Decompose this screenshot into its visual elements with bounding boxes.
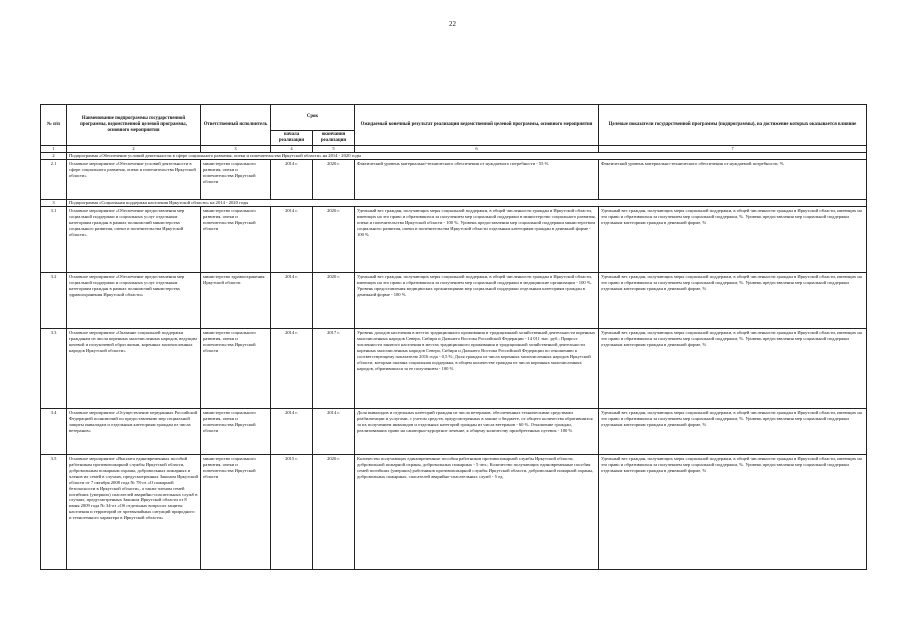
column-numbers-row [41, 146, 867, 153]
page-number: 22 [449, 20, 456, 28]
target-indicators: Удельный вес граждан, получающих меры социальной поддержки, в общей численности граждан в Иркутской области, имеющих на это право и обратившихся за получением мер социальной поддержки, %. Уровень предоставления мер социальной поддержки отдельным категориям граждан в денежной форме, % [599, 409, 867, 455]
start-year: 2014 г. [271, 329, 313, 409]
expected-result: Количество получающих единовременные пособия работников противопожарной службы Иркутской области, добровольной пожарной охраны, добровольных пожарных - 5 чел.; Количество получающих единовременные пособия семей погибших (умерших) работников противопожарной службы Иркутской области, добровольной пожарной охраны, добровольных пожарных, спасателей аварийно-спасательных служб - 5 ед. [355, 455, 599, 570]
start-year: 2014 г. [271, 207, 313, 273]
executor: министерство социального развития, опеки и попечительства Иркутской области [201, 160, 271, 200]
table-row [41, 207, 867, 273]
row-num: 3.2 [41, 273, 67, 329]
header-num: № п/п [41, 105, 67, 146]
col-number: 1 [41, 146, 67, 153]
row-num: 2.1 [41, 160, 67, 200]
table-row [41, 455, 867, 570]
executor: министерство социального развития, опеки и попечительства Иркутской области [201, 329, 271, 409]
col-number: 4 [271, 146, 313, 153]
executor: министерство социального развития, опеки и попечительства Иркутской области [201, 409, 271, 455]
header-end: окончания реализации [313, 131, 355, 146]
end-year: 2020 г. [313, 273, 355, 329]
subprogram-row [41, 200, 867, 207]
measure-name: Основное мероприятие «Обеспечение условий деятельности в сфере социального развития, опеки и попечительства Иркутской области» [67, 160, 201, 200]
header-name: Наименование подпрограммы государственной программы, ведомственной целевой программы, основного мероприятия [67, 105, 201, 146]
start-year: 2014 г. [271, 160, 313, 200]
header-result: Ожидаемый конечный результат реализации ведомственной целевой программы, основного мероприятия [355, 105, 599, 146]
row-num: 3.4 [41, 409, 67, 455]
table-row [41, 329, 867, 409]
header-executor: Ответственный исполнитель [201, 105, 271, 146]
executor: министерство социального развития, опеки и попечительства Иркутской области [201, 455, 271, 570]
header-term: Срок [271, 105, 355, 131]
measure-name: Основное мероприятие «Осуществление переданных Российской Федерацией полномочий по предоставлению мер социальной защиты инвалидам и отдельным категориям граждан из числа ветеранов» [67, 409, 201, 455]
measure-name: Основное мероприятие «Оказание социальной поддержки гражданам из числа коренных малочисленных народов, ведущим кочевой и полукочевой образ жизни, коренных малочисленных народов Иркутской области» [67, 329, 201, 409]
col-number: 3 [201, 146, 271, 153]
executor: министерство здравоохранения Иркутской области [201, 273, 271, 329]
header-start: начала реализации [271, 131, 313, 146]
col-number: 5 [313, 146, 355, 153]
subprogram-title: Подпрограмма «Обеспечение условий деятельности в сфере социального развития, опеки и попечительства Иркутской области» на 2014 - 2020 годы [67, 153, 867, 160]
expected-result: Удельный вес граждан, получающих меры социальной поддержки, в общей численности граждан в Иркутской области, имеющих на это право и обратившихся за получением мер социальной поддержки в медицинские организации - 100 %. Уровень предоставления медицинских организациями мер социальной поддержки отдельным категориям граждан в денежной форме - 100 % [355, 273, 599, 329]
expected-result: Доля инвалидов и отдельных категорий граждан из числа ветеранов, обеспеченных техническими средствами реабилитации и услугами, с учетом средств, предусмотренных в законе о бюджете, от общего количества обратившихся за их получением инвалидов и отдельных категорий граждан из числа ветеранов - 60 %. Отношение граждан, реализовавших право на санаторно-курортное лечение, к общему количеству приобретенных путевок - 100 % [355, 409, 599, 455]
row-num: 3 [41, 200, 67, 207]
end-year: 2020 г. [313, 160, 355, 200]
start-year: 2014 г. [271, 409, 313, 455]
target-indicators: Удельный вес граждан, получающих меры социальной поддержки, в общей численности граждан в Иркутской области, имеющих на это право и обратившихся за получением мер социальной поддержки, %. Уровень предоставления мер социальной поддержки отдельным категориям граждан в денежной форме, % [599, 455, 867, 570]
row-num: 2 [41, 153, 67, 160]
table-row [41, 409, 867, 455]
header-indicators: Целевые показатели государственной программы (подпрограммы), на достижение которых оказывается влияние [599, 105, 867, 146]
target-indicators: Удельный вес граждан, получающих меры социальной поддержки, в общей численности граждан в Иркутской области, имеющих на это право и обратившихся за получением мер социальной поддержки, %. Уровень предоставления мер социальной поддержки отдельным категориям граждан в денежной форме, % [599, 329, 867, 409]
measure-name: Основное мероприятие «Обеспечение предоставления мер социальной поддержки и социальных услуг отдельным категориям граждан в рамках полномочий министерства здравоохранения Иркутской области» [67, 273, 201, 329]
end-year: 2017 г. [313, 329, 355, 409]
start-year: 2015 г. [271, 455, 313, 570]
expected-result: Уровень доходов населения в местах традиционного проживания и традиционной хозяйственной деятельности коренных малочисленных народов Севера, Сибири и Дальнего Востока Российской Федерации - 14 011 тыс. руб.; Прирост численности занятого населения в местах традиционного проживания и традиционной хозяйственной деятельности коренных малочисленных народов Севера, Сибири и Дальнего Востока Российской Федерации по отношению к соответствующему показателю 2016 года - 0,5 %; Доля граждан из числа коренных малочисленных народов Иркутской области, которым оказана социальная поддержка, в общем количестве граждан из числа коренных малочисленных народов, обратившихся за ее получением - 100 % [355, 329, 599, 409]
end-year: 2020 г. [313, 455, 355, 570]
col-number: 7 [599, 146, 867, 153]
col-number: 6 [355, 146, 599, 153]
target-indicators: Фактический уровень материально-технического обеспечения от нуждаемой потребности, % [599, 160, 867, 200]
measure-name: Основное мероприятие «Обеспечение предоставления мер социальной поддержки и социальных услуг отдельным категориям граждан в рамках полномочий министерства социального развития, опеки и попечительства Иркутской области» [67, 207, 201, 273]
table-row [41, 160, 867, 200]
row-num: 3.1 [41, 207, 67, 273]
table-row [41, 273, 867, 329]
measure-name: Основное мероприятие «Выплата единовременных пособий работникам противопожарной службы Иркутской области, добровольным пожарным охраны, добровольных пожарных и членов их семей в случаях, предусмотренных Законом Иркутской области от 7 октября 2008 года № 78-оз «О пожарной безопасности в Иркутской области», а также членам семей погибших (умерших) спасателей аварийно-спасательных служб в случаях, предусмотренных Законом Иркутской области от 8 июня 2009 года № 34-оз «Об отдельных вопросах защиты населения и территорий от чрезвычайных ситуаций природного и техногенного характера в Иркутской области» [67, 455, 201, 570]
target-indicators: Удельный вес граждан, получающих меры социальной поддержки, в общей численности граждан в Иркутской области, имеющих на это право и обратившихся за получением мер социальной поддержки, %. Уровень предоставления мер социальной поддержки отдельным категориям граждан в денежной форме, % [599, 273, 867, 329]
expected-result: Удельный вес граждан, получающих меры социальной поддержки, в общей численности граждан в Иркутской области, имеющих на это право и обратившихся за получением мер социальной поддержки в министерство социального развития, опеки и попечительства Иркутской области - 100 %. Уровень предоставления мер социальной поддержки министерством социального развития, опеки и попечительства Иркутской области отдельным категориям граждан в денежной форме - 100 % [355, 207, 599, 273]
executor: министерство социального развития, опеки и попечительства Иркутской области [201, 207, 271, 273]
header-row [41, 105, 867, 131]
start-year: 2014 г. [271, 273, 313, 329]
subprogram-row [41, 153, 867, 160]
row-num: 3.5 [41, 455, 67, 570]
program-table [40, 104, 867, 570]
col-number: 2 [67, 146, 201, 153]
subprogram-title: Подпрограмма «Социальная поддержка населения Иркутской области» на 2014 - 2020 годы [67, 200, 867, 207]
end-year: 2014 г. [313, 409, 355, 455]
row-num: 3.3 [41, 329, 67, 409]
expected-result: Фактический уровень материально-технического обеспечения от нуждаемого потребности - 55 % [355, 160, 599, 200]
end-year: 2020 г. [313, 207, 355, 273]
target-indicators: Удельный вес граждан, получающих меры социальной поддержки, в общей численности граждан в Иркутской области, имеющих на это право и обратившихся за получением мер социальной поддержки, %. Уровень предоставления мер социальной поддержки отдельным категориям граждан в денежной форме, % [599, 207, 867, 273]
